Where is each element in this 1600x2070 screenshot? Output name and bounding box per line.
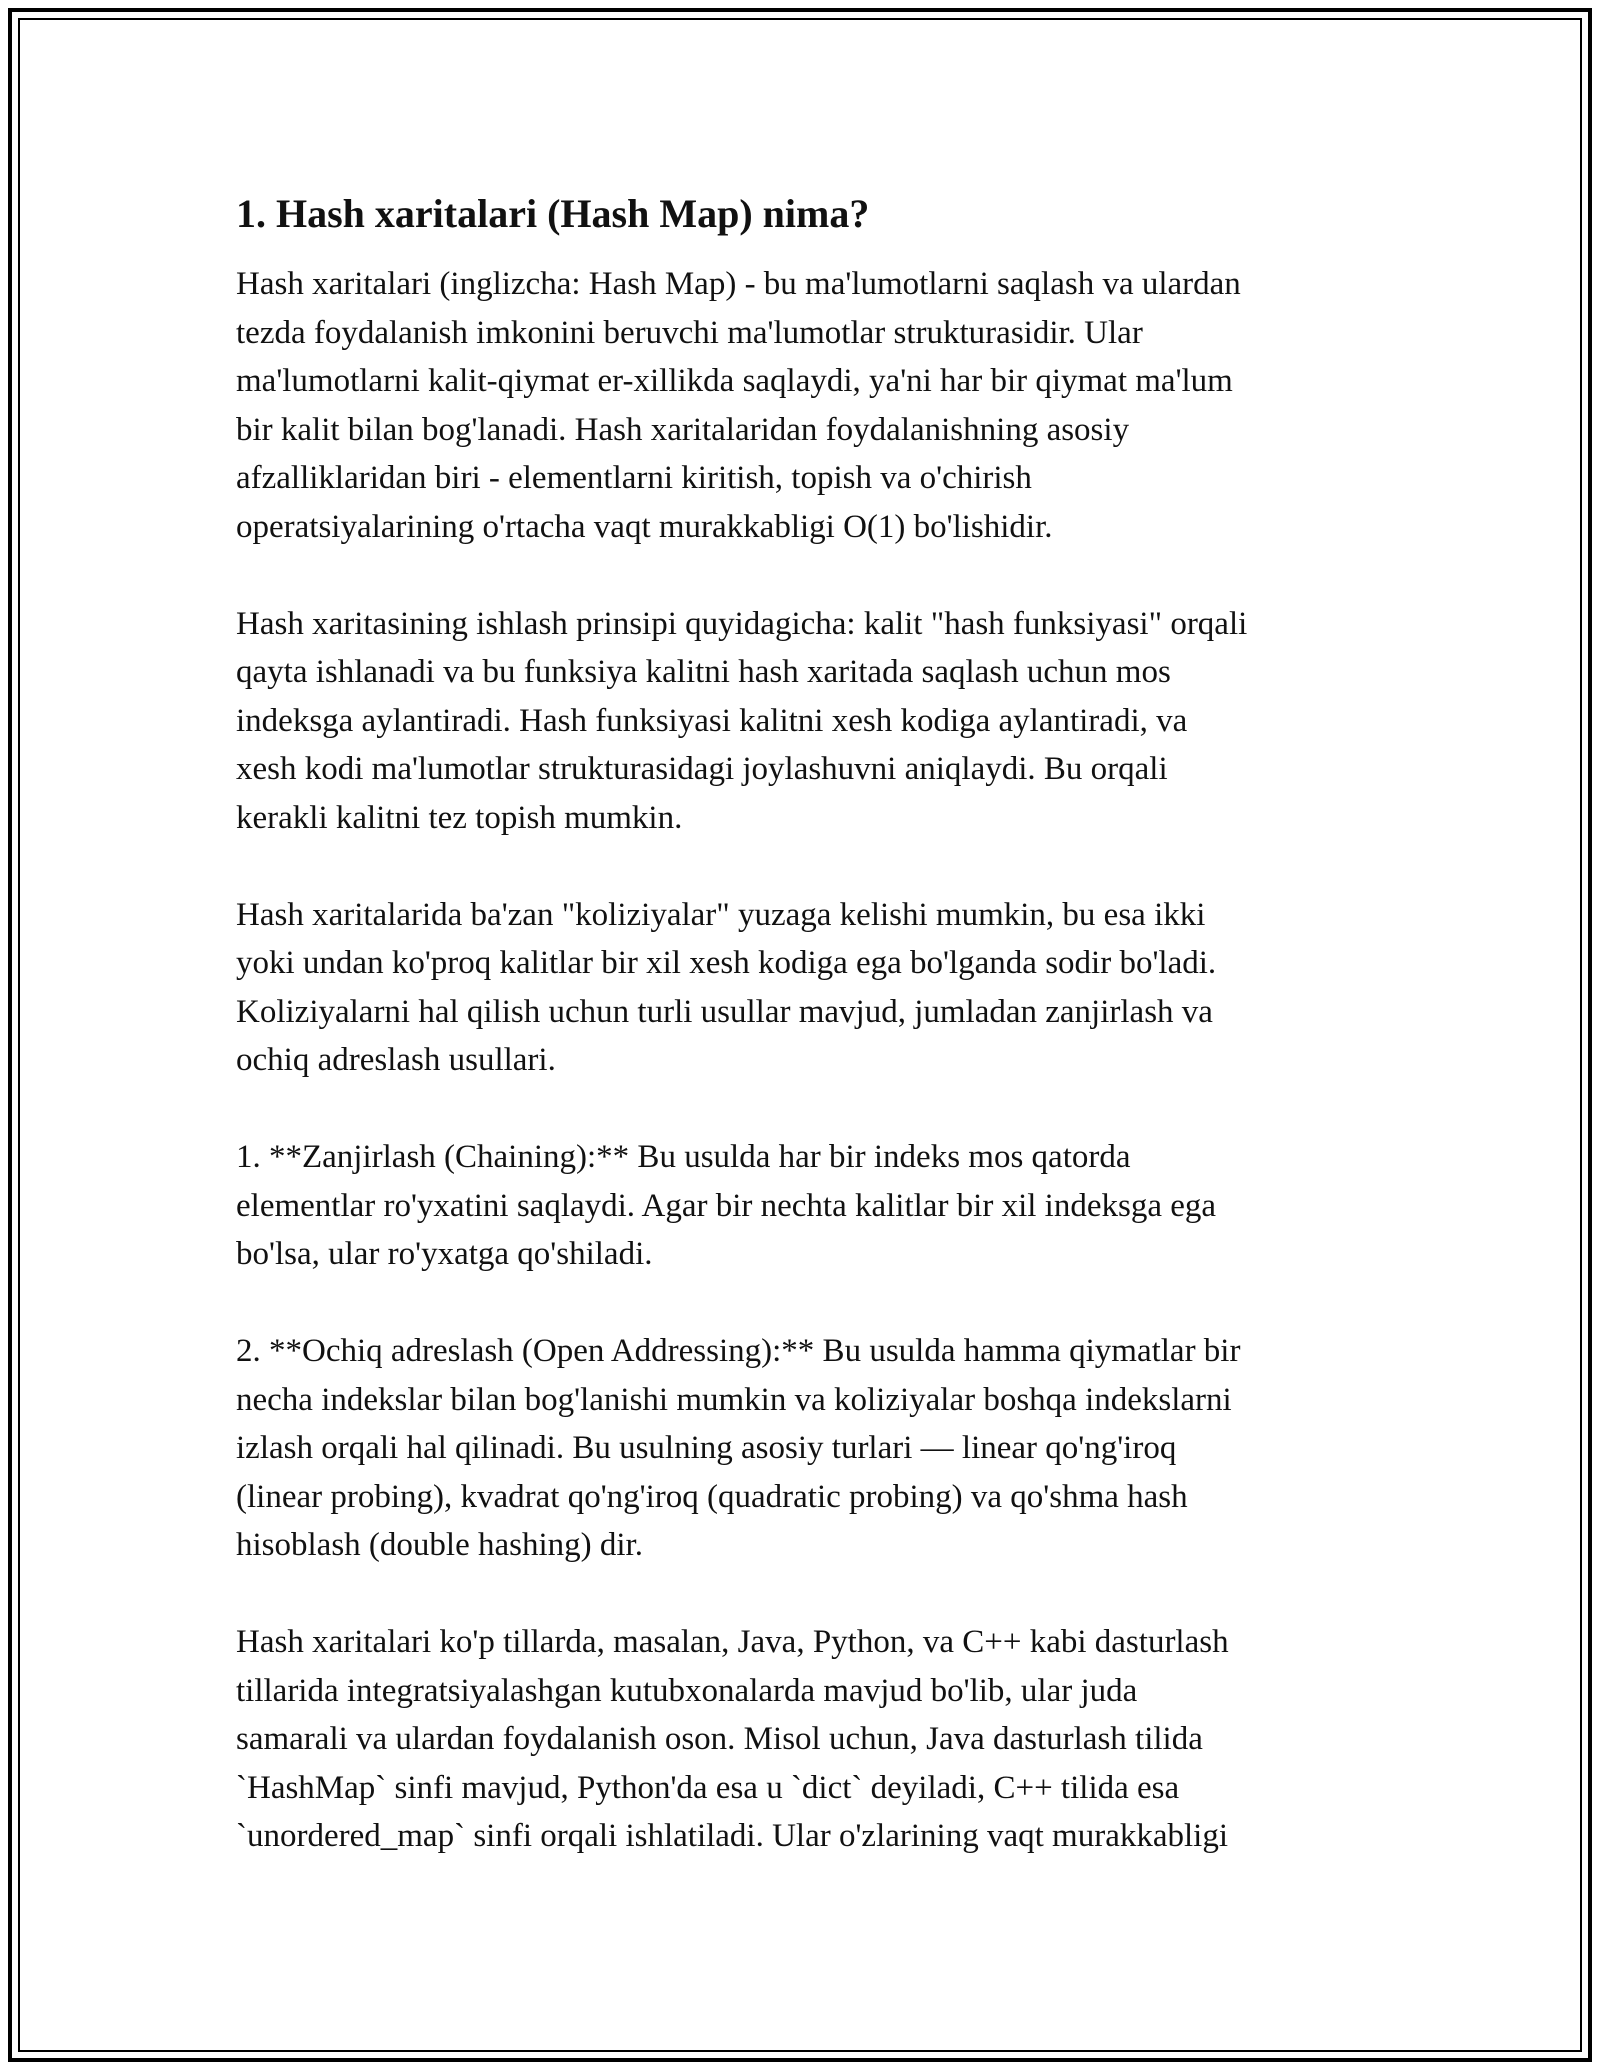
paragraph-intro: Hash xaritalari (inglizcha: Hash Map) - bu ma'lumotlarni saqlash va ulardan tezda foydalanish imkonini beruvchi ma'lumotlar strukturasidir. Ular ma'lumotlarni kalit-qiymat er-xillikda saqlaydi, ya'ni har bir qiymat ma'lum bir kalit bilan bog'lanadi. Hash xaritalaridan foydalanishning asosiy afzalliklaridan biri - elementlarni kiritish, topish va o'chirish operatsiyalarining o'rtacha vaqt murakkabligi O(1) bo'lishidir. — [236, 266, 1241, 545]
paragraph-languages: Hash xaritalari ko'p tillarda, masalan, Java, Python, va C++ kabi dasturlash tillarida integratsiyalashgan kutubxonalarda mavjud bo'lib, ular juda samarali va ulardan foydalanish oson. Misol uchun, Java dasturlash tilida `HashMap` sinfi mavjud, Python'da esa u `dict` deyiladi, C++ tilida esa `unordered_map` sinfi orqali ishlatiladi. Ular o'zlarining vaqt murakkabligi — [236, 1624, 1229, 1854]
section-heading: 1. Hash xaritalari (Hash Map) nima? — [236, 191, 870, 236]
paragraph-open-addressing: 2. **Ochiq adreslash (Open Addressing):** Bu usulda hamma qiymatlar bir necha indekslar bilan bog'lanishi mumkin va koliziyalar boshqa indekslarni izlash orqali hal qilinadi. Bu usulning asosiy turlari — linear qo'ng'iroq (linear probing), kvadrat qo'ng'iroq (quadratic probing) va qo'shma hash hisoblash (double hashing) dir. — [236, 1333, 1241, 1563]
paragraph-chaining: 1. **Zanjirlash (Chaining):** Bu usulda har bir indeks mos qatorda elementlar ro'yxatini saqlaydi. Agar bir nechta kalitlar bir xil indeksga ega bo'lsa, ular ro'yxatga qo'shiladi. — [236, 1139, 1217, 1272]
paragraph-principle: Hash xaritasining ishlash prinsipi quyidagicha: kalit "hash funksiyasi" orqali qayta ishlanadi va bu funksiya kalitni hash xaritada saqlash uchun mos indeksga aylantiradi. Hash funksiyasi kalitni xesh kodiga aylantiradi, va xesh kodi ma'lumotlar strukturasidagi joylashuvni aniqlaydi. Bu orqali kerakli kalitni tez topish mumkin. — [236, 605, 1248, 836]
paragraph-collisions: Hash xaritalarida ba'zan "koliziyalar" yuzaga kelishi mumkin, bu esa ikki yoki undan ko'proq kalitlar bir xil xesh kodiga ega bo'lganda sodir bo'ladi. Koliziyalarni hal qilish uchun turli usullar mavjud, jumladan zanjirlash va ochiq adreslash usullari. — [236, 896, 1217, 1078]
document-body — [236, 190, 1376, 1909]
